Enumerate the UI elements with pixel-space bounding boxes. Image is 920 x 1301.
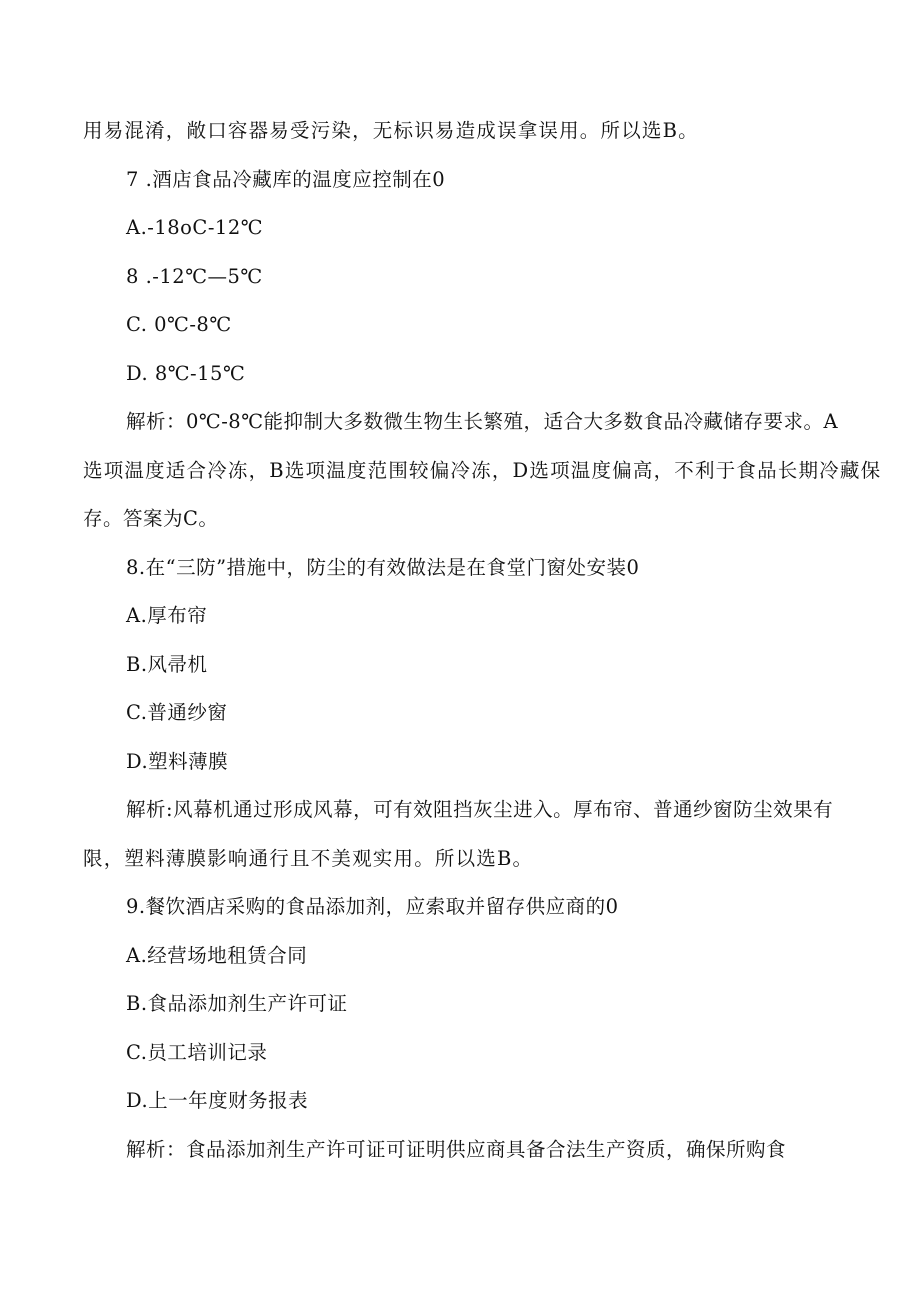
text-line: 用易混淆，敞口容器易受污染，无标识易造成误拿误用。所以选B。 — [83, 119, 699, 142]
option-a: A.-18oC-12℃ — [126, 216, 264, 239]
question-7: 7 .酒店食品冷藏库的温度应控制在0 — [126, 168, 446, 191]
option-c: C.普通纱窗 — [126, 701, 228, 724]
analysis-8-line-2: 限，塑料薄膜影响通行且不美观实用。所以选B。 — [83, 847, 534, 870]
option-c: C. 0℃-8℃ — [126, 313, 232, 336]
option-d: D.上一年度财务报表 — [126, 1089, 309, 1112]
question-8: 8.在“三防”措施中，防尘的有效做法是在食堂门窗处安装0 — [126, 556, 640, 579]
analysis-7-line-1: 解析：0℃-8℃能抑制大多数微生物生长繁殖，适合大多数食品冷藏储存要求。A — [126, 410, 839, 433]
option-a: A.经营场地租赁合同 — [126, 944, 308, 967]
question-9: 9.餐饮酒店采购的食品添加剂，应索取并留存供应商的0 — [126, 895, 619, 918]
option-a: A.厚布帘 — [126, 604, 208, 627]
analysis-7-line-2: 选项温度适合冷冻，B选项温度范围较偏冷冻，D选项温度偏高，不利于食品长期冷藏保 — [83, 459, 882, 482]
option-d: D.塑料薄膜 — [126, 750, 229, 773]
option-b: 8 .-12℃—5℃ — [126, 265, 263, 288]
analysis-9-line-1: 解析：食品添加剂生产许可证可证明供应商具备合法生产资质，确保所购食 — [126, 1138, 787, 1161]
option-c: C.员工培训记录 — [126, 1041, 268, 1064]
option-d: D. 8℃-15℃ — [126, 362, 246, 385]
option-b: B.食品添加剂生产许可证 — [126, 992, 348, 1015]
option-b: B.风帚机 — [126, 653, 208, 676]
analysis-8-line-1: 解析:风幕机通过形成风幕，可有效阻挡灰尘进入。厚布帘、普通纱窗防尘效果有 — [126, 798, 834, 821]
analysis-7-line-3: 存。答案为C。 — [83, 507, 219, 530]
